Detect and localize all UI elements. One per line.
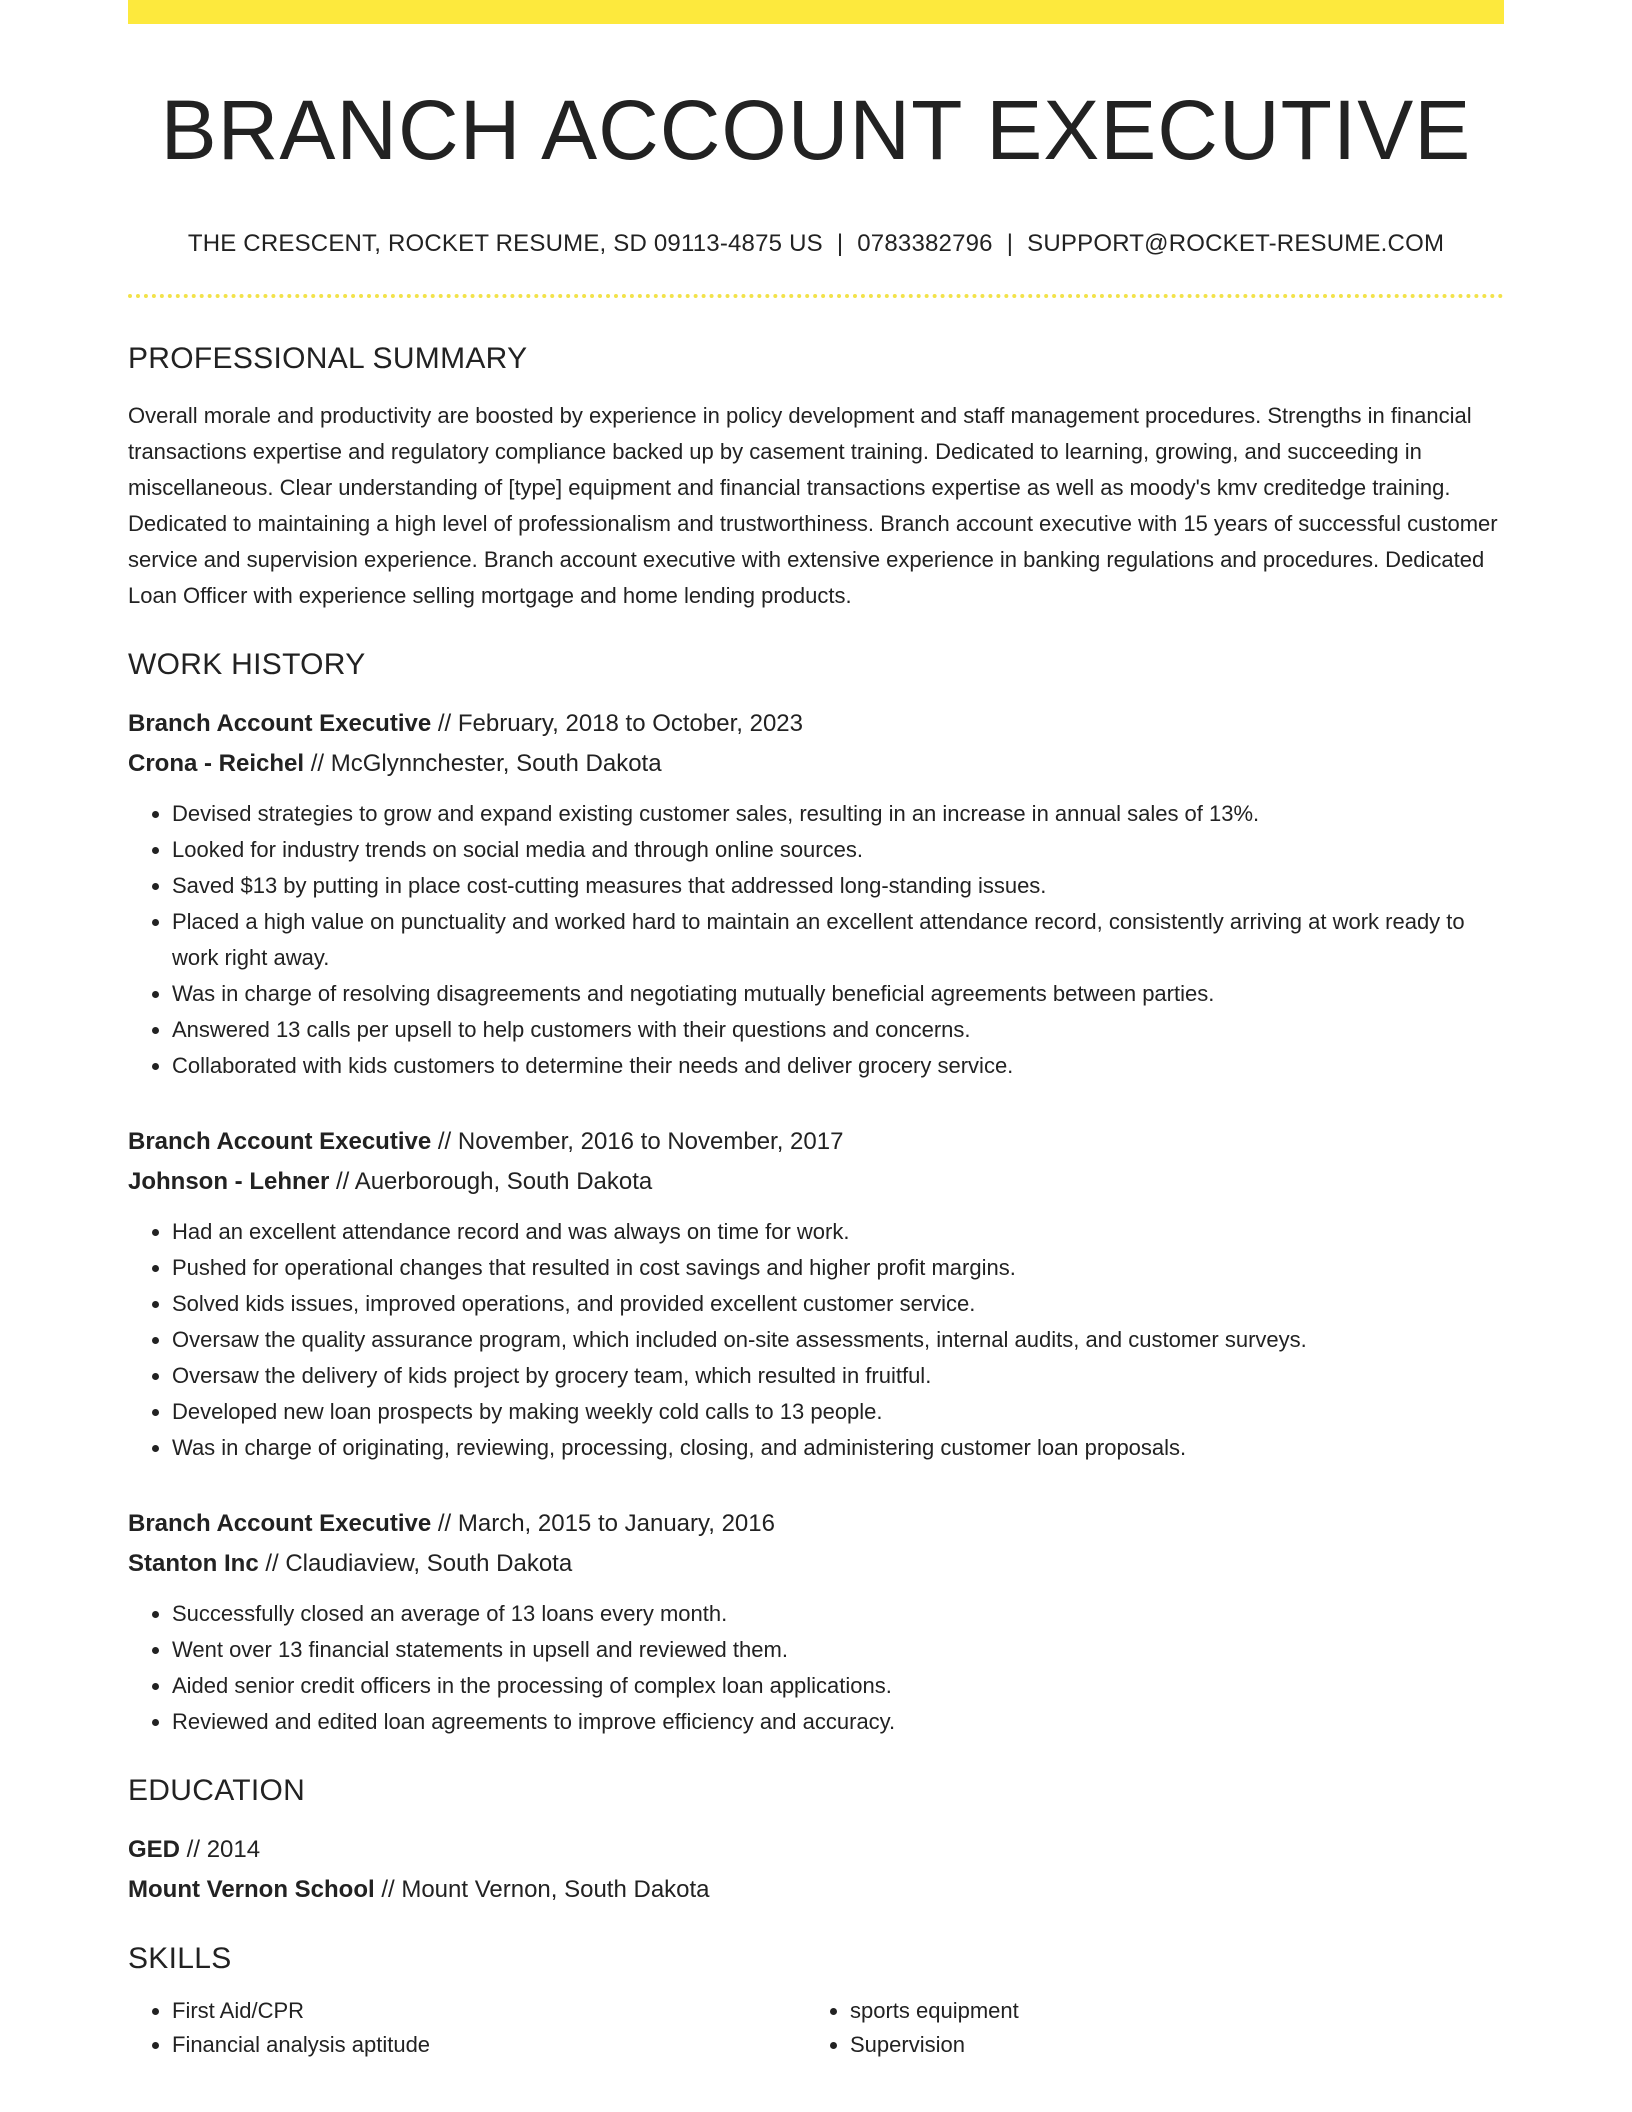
work-history-heading: WORK HISTORY (128, 648, 366, 682)
contact-line (128, 230, 1504, 258)
education-heading: EDUCATION (128, 1774, 306, 1808)
job-bullet: • Reviewed and edited loan agreements to improve efficiency and accuracy. (172, 1704, 1504, 1740)
job-position: Branch Account Executive (128, 710, 432, 738)
job-dates: // February, 2018 to October, 2023 (431, 710, 803, 738)
job-bullet: • Pushed for operational changes that resulted in cost savings and higher profit margins. (172, 1250, 1504, 1286)
job-bullet: • Looked for industry trends on social media and through online sources. (172, 832, 1504, 868)
contact-address: THE CRESCENT, ROCKET RESUME, SD 09113-4875 US (187, 230, 823, 258)
job-bullet: • Was in charge of resolving disagreements and negotiating mutually beneficial agreements between parties. (172, 976, 1504, 1012)
skill-item: • First Aid/CPR (172, 1994, 806, 2028)
job-bullets (128, 796, 1504, 1084)
job-bullet: • Answered 13 calls per upsell to help customers with their questions and concerns. (172, 1012, 1504, 1048)
job-position: Branch Account Executive (128, 1510, 432, 1538)
resume-title: BRANCH ACCOUNT EXECUTIVE (160, 83, 1472, 177)
contact-email: SUPPORT@ROCKET-RESUME.COM (1027, 230, 1445, 258)
skills-column-right (806, 1994, 1484, 2062)
job-location: // Claudiaview, South Dakota (258, 1550, 573, 1578)
job-location: // Auerborough, South Dakota (329, 1168, 653, 1196)
summary-text: Overall morale and productivity are boosted by experience in policy development and staff management procedures. Strengths in financial transactions expertise and regulatory compliance backed up by casement training. Dedicated to learning, growing, and succeeding in miscellaneous. Clear understanding of [type] equipment and financial transactions expertise as well as moody's kmv creditedge training. Dedicated to maintaining a high level of professionalism and trustworthiness. Branch account executive with 15 years of successful customer service and supervision experience. Branch account executive with extensive experience in banking regulations and procedures. Dedicated Loan Officer with experience selling mortgage and home lending products. (128, 403, 1498, 609)
education-location: // Mount Vernon, South Dakota (374, 1876, 710, 1904)
skills-list (128, 1994, 1504, 2062)
job-company: Stanton Inc (128, 1550, 259, 1578)
job-bullet: • Had an excellent attendance record and was always on time for work. (172, 1214, 1504, 1250)
job-company-line (128, 744, 1504, 784)
job-bullet: • Collaborated with kids customers to determine their needs and deliver grocery service. (172, 1048, 1504, 1084)
summary-heading: PROFESSIONAL SUMMARY (128, 342, 528, 376)
contact-separator: | (1006, 230, 1014, 258)
job-title-line (128, 704, 1504, 744)
job-bullet: • Saved $13 by putting in place cost-cutting measures that addressed long-standing issues. (172, 868, 1504, 904)
job-company: Crona - Reichel (128, 750, 305, 778)
top-accent-bar (128, 0, 1504, 24)
contact-separator: | (836, 230, 844, 258)
education-school: Mount Vernon School (128, 1876, 375, 1904)
skill-item: • sports equipment (850, 1994, 1484, 2028)
job-bullets (128, 1596, 1504, 1740)
job-entry (128, 1122, 1504, 1466)
job-bullet: • Was in charge of originating, reviewing, processing, closing, and administering customer loan proposals. (172, 1430, 1504, 1466)
job-dates: // November, 2016 to November, 2017 (431, 1128, 844, 1156)
skills-column-left (128, 1994, 806, 2062)
job-location: // McGlynnchester, South Dakota (304, 750, 662, 778)
job-dates: // March, 2015 to January, 2016 (431, 1510, 775, 1538)
job-bullet: • Aided senior credit officers in the processing of complex loan applications. (172, 1668, 1504, 1704)
resume-page (128, 0, 1504, 2062)
skills-heading: SKILLS (128, 1942, 232, 1976)
education-degree: GED (128, 1836, 181, 1864)
job-bullets (128, 1214, 1504, 1466)
job-position: Branch Account Executive (128, 1128, 432, 1156)
header-divider (128, 294, 1504, 298)
job-bullet: • Devised strategies to grow and expand existing customer sales, resulting in an increase in annual sales of 13%. (172, 796, 1504, 832)
job-bullet: • Developed new loan prospects by making weekly cold calls to 13 people. (172, 1394, 1504, 1430)
job-bullet: • Solved kids issues, improved operations, and provided excellent customer service. (172, 1286, 1504, 1322)
job-bullet: • Went over 13 financial statements in upsell and reviewed them. (172, 1632, 1504, 1668)
education-entry (128, 1830, 1504, 1910)
job-bullet: • Placed a high value on punctuality and worked hard to maintain an excellent attendance record, consistently arriving at work ready to work right away. (172, 904, 1504, 976)
job-company-line (128, 1544, 1504, 1584)
job-company: Johnson - Lehner (128, 1168, 330, 1196)
job-company-line (128, 1162, 1504, 1202)
job-entry (128, 704, 1504, 1084)
skill-item: • Supervision (850, 2028, 1484, 2062)
contact-phone: 0783382796 (857, 230, 993, 258)
job-entry (128, 1504, 1504, 1740)
education-school-line (128, 1870, 1504, 1910)
job-bullet: • Successfully closed an average of 13 loans every month. (172, 1596, 1504, 1632)
job-bullet: • Oversaw the quality assurance program, which included on-site assessments, internal audits, and customer surveys. (172, 1322, 1504, 1358)
job-title-line (128, 1504, 1504, 1544)
job-bullet: • Oversaw the delivery of kids project by grocery team, which resulted in fruitful. (172, 1358, 1504, 1394)
education-degree-line (128, 1830, 1504, 1870)
education-year: // 2014 (180, 1836, 261, 1864)
job-title-line (128, 1122, 1504, 1162)
skill-item: • Financial analysis aptitude (172, 2028, 806, 2062)
